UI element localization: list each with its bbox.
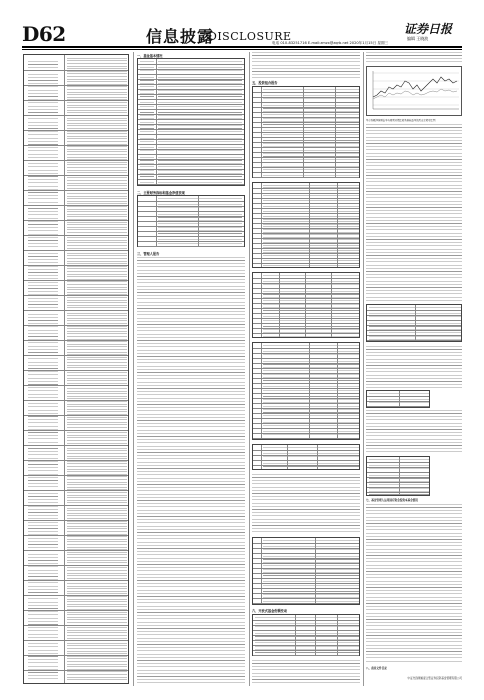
table-row-divider [367,467,429,468]
section-heading-fund-info: 一、基金基本情况 [137,54,163,58]
holdings-row-divider [24,580,128,581]
table-row-divider [253,263,359,264]
table-row-divider [253,127,359,128]
table-row-divider [138,174,244,175]
holdings-row-divider [24,130,128,131]
table-row-divider [253,593,359,594]
table-row-divider [253,548,359,549]
holdings-row-divider [24,655,128,656]
table-row-divider [253,655,359,656]
table-row-divider [253,455,359,456]
table-row-divider [253,383,359,384]
table-row-divider [253,308,359,309]
holdings-row-divider [24,400,128,401]
col4-text-a [366,124,462,302]
table-row-divider [253,288,359,289]
table-row-divider [253,398,359,399]
table-row-divider [253,553,359,554]
table-row-divider [253,313,359,314]
section-heading-portfolio: 五、投资组合报告 [252,81,278,85]
table-row-divider [253,323,359,324]
table-row-divider [253,198,359,199]
table-row-divider [253,303,359,304]
table-row-divider [253,465,359,466]
table-row-divider [253,630,359,631]
benchmark-line [373,89,457,99]
table-row-divider [253,258,359,259]
holdings-row-divider [24,340,128,341]
table-row-divider [367,310,461,311]
section-heading-share-change: 六、开放式基金份额变动 [252,609,288,613]
table-row-divider [138,84,244,85]
table-row-divider [367,315,461,316]
table-row-divider [253,393,359,394]
holdings-row-divider [24,85,128,86]
table-row-divider [253,167,359,168]
table-row-divider [253,413,359,414]
col3-notes-text [252,474,360,534]
table-row-divider [138,139,244,140]
table-row-divider [253,223,359,224]
table-row-divider [253,588,359,589]
holdings-row-divider [24,235,128,236]
section-heading-manager-report: 三、管理人报告 [137,252,160,256]
table-row-divider [253,583,359,584]
asset-allocation-table [252,86,360,178]
table-row-divider [367,482,429,483]
table-row-divider [253,213,359,214]
table-row-divider [253,568,359,569]
table-row-divider [138,226,244,227]
table-row-divider [367,396,429,397]
table-row-divider [367,401,429,402]
table-row-divider [253,558,359,559]
holdings-row-divider [24,265,128,266]
table-row-divider [253,645,359,646]
table-row-divider [138,104,244,105]
col4-text-c [366,410,462,454]
table-row-divider [253,243,359,244]
table-row-divider [138,99,244,100]
holder-structure-table [366,304,462,342]
table-row-divider [253,228,359,229]
table-row-divider [253,298,359,299]
table-row-divider [253,137,359,138]
financials-table [137,195,245,247]
table-row-divider [253,107,359,108]
header-rule-thick [22,46,462,48]
table-row-divider [253,117,359,118]
table-row-divider [253,248,359,249]
table-row-divider [253,650,359,651]
table-row-divider [253,625,359,626]
table-row-divider [253,208,359,209]
holdings-row-divider [24,460,128,461]
table-row-divider [253,450,359,451]
col3-intro-text [252,52,360,78]
holdings-row-divider [24,670,128,671]
holdings-row-divider [24,610,128,611]
holdings-row-divider [24,145,128,146]
col3-footer-text [252,660,360,684]
holdings-row-divider [24,100,128,101]
table-row-divider [138,211,244,212]
holdings-row-divider [24,490,128,491]
table-row-divider [253,328,359,329]
table-row-divider [253,92,359,93]
table-row-divider [138,241,244,242]
table-row-divider [138,134,244,135]
table-row-divider [138,154,244,155]
col4-text-b [366,346,462,388]
contact-date-line: 电话 010-83251716 E-mail:zmzx@zqrb.net 2020年1月15日 星期三 [272,41,389,45]
table-row-divider [253,640,359,641]
redemption-fee-table [366,456,430,496]
holdings-row-divider [24,175,128,176]
bond-allocation-table [252,342,360,440]
section-title-en: DISCLOSURE [208,30,292,43]
industry-allocation-table [252,182,360,268]
table-row-divider [138,179,244,180]
holdings-row-divider [24,220,128,221]
table-row-divider [253,620,359,621]
table-row-divider [138,236,244,237]
table-row-divider [253,233,359,234]
holdings-row-divider [24,355,128,356]
table-row-divider [367,320,461,321]
table-row-divider [138,169,244,170]
table-row-divider [138,149,244,150]
table-row-divider [253,603,359,604]
table-row-divider [253,278,359,279]
section-title-cn: 信息披露 [146,27,215,46]
table-row-divider [138,119,244,120]
table-row-divider [253,438,359,439]
table-row-divider [138,164,244,165]
table-row-divider [367,487,429,488]
table-row-divider [367,340,461,341]
editor-line: 编辑 王晓波 [407,36,429,41]
fee-table [366,390,430,408]
holdings-row-divider [24,325,128,326]
holdings-row-divider [24,190,128,191]
table-row-divider [138,114,244,115]
holdings-row-divider [24,535,128,536]
table-row-divider [367,325,461,326]
table-row-divider [253,177,359,178]
nav-chart-box [366,66,462,116]
table-row-divider [138,144,244,145]
top-bonds-table [252,444,360,470]
table-row-divider [253,152,359,153]
holdings-row-divider [24,250,128,251]
table-row-divider [253,388,359,389]
table-row-divider [138,124,244,125]
page-number: D62 [22,22,66,46]
table-row-divider [138,129,244,130]
holdings-row-divider [24,280,128,281]
footer-company: 中证先锋策略混合型证券投资基金管理有限公司 [407,677,462,680]
holdings-row-divider [24,430,128,431]
table-row-divider [253,358,359,359]
holdings-row-divider [24,295,128,296]
holdings-row-divider [24,520,128,521]
table-row-divider [253,162,359,163]
header-rule-thin [22,49,462,50]
table-row-divider [138,216,244,217]
table-row-divider [253,635,359,636]
table-row-divider [253,318,359,319]
table-row-divider [138,184,244,185]
table-row-divider [138,64,244,65]
table-row-divider [367,406,429,407]
table-row-divider [367,462,429,463]
table-row-divider [138,201,244,202]
holdings-row-divider [24,595,128,596]
table-row-divider [253,112,359,113]
table-row-divider [367,472,429,473]
table-row-divider [138,246,244,247]
table-row-divider [253,428,359,429]
table-row-divider [253,172,359,173]
table-row-divider [253,348,359,349]
holdings-row-divider [24,370,128,371]
table-row-divider [253,238,359,239]
table-row-divider [253,433,359,434]
table-row-divider [138,109,244,110]
table-row-divider [253,403,359,404]
table-row-divider [253,598,359,599]
table-row-divider [253,97,359,98]
holdings-row-divider [24,310,128,311]
holdings-row-divider [24,565,128,566]
table-row-divider [253,157,359,158]
table-row-divider [367,335,461,336]
table-row-divider [138,159,244,160]
table-row-divider [253,147,359,148]
holdings-row-divider [24,385,128,386]
table-row-divider [253,283,359,284]
fund-info-table [137,58,245,186]
table-row-divider [253,378,359,379]
holdings-row-divider [24,640,128,641]
table-row-divider [253,122,359,123]
share-change-table [252,614,360,656]
manager-report-text [137,257,245,684]
table-row-divider [253,460,359,461]
holdings-row-divider [24,160,128,161]
table-row-divider [253,293,359,294]
holdings-row-divider [24,445,128,446]
table-row-divider [253,188,359,189]
top-stocks-table [252,272,360,338]
newspaper-logo: 证券日报 [404,22,453,36]
table-row-divider [253,423,359,424]
holdings-row-divider [24,475,128,476]
table-row-divider [253,373,359,374]
table-row-divider [253,418,359,419]
holdings-row-divider [24,205,128,206]
holdings-table [23,54,129,684]
table-row-divider [138,69,244,70]
table-row-divider [138,231,244,232]
holdings-row-divider [24,505,128,506]
table-row-divider [138,89,244,90]
table-row-divider [253,563,359,564]
section-heading-financials: 二、主要财务指标和基金净值表现 [137,191,185,195]
table-row-divider [253,573,359,574]
table-row-divider [138,206,244,207]
table-row-divider [253,253,359,254]
chart-caption: 基金份额净值增长率与同期业绩比较基准收益率的历史走势对比图 [366,119,436,122]
holdings-row-divider [24,415,128,416]
table-row-divider [367,492,429,493]
masthead [0,0,484,46]
holdings-row-divider [24,625,128,626]
table-row-divider [138,94,244,95]
table-row-divider [253,142,359,143]
holdings-row-divider [24,70,128,71]
table-row-divider [253,368,359,369]
table-row-divider [253,408,359,409]
holdings-row-divider [24,115,128,116]
holdings-row-divider [24,550,128,551]
table-row-divider [253,333,359,334]
table-row-divider [138,79,244,80]
table-row-divider [253,218,359,219]
col4-intro-text [366,52,462,64]
table-row-divider [253,203,359,204]
table-row-divider [253,193,359,194]
table-row-divider [367,477,429,478]
table-row-divider [253,363,359,364]
nav-chart [367,67,463,117]
section-heading-reference-docs: 八、备查文件目录 [366,667,387,670]
table-row-divider [253,102,359,103]
table-row-divider [253,132,359,133]
holdings-names-text [28,61,58,681]
table-row-divider [253,353,359,354]
col4-text-d [366,504,462,664]
table-row-divider [138,74,244,75]
table-row-divider [138,221,244,222]
table-row-divider [253,543,359,544]
table-row-divider [253,578,359,579]
section-heading-own-funds: 七、基金管理人运用固有资金投资本基金情况 [366,499,418,502]
other-assets-table [252,537,360,605]
table-row-divider [367,330,461,331]
